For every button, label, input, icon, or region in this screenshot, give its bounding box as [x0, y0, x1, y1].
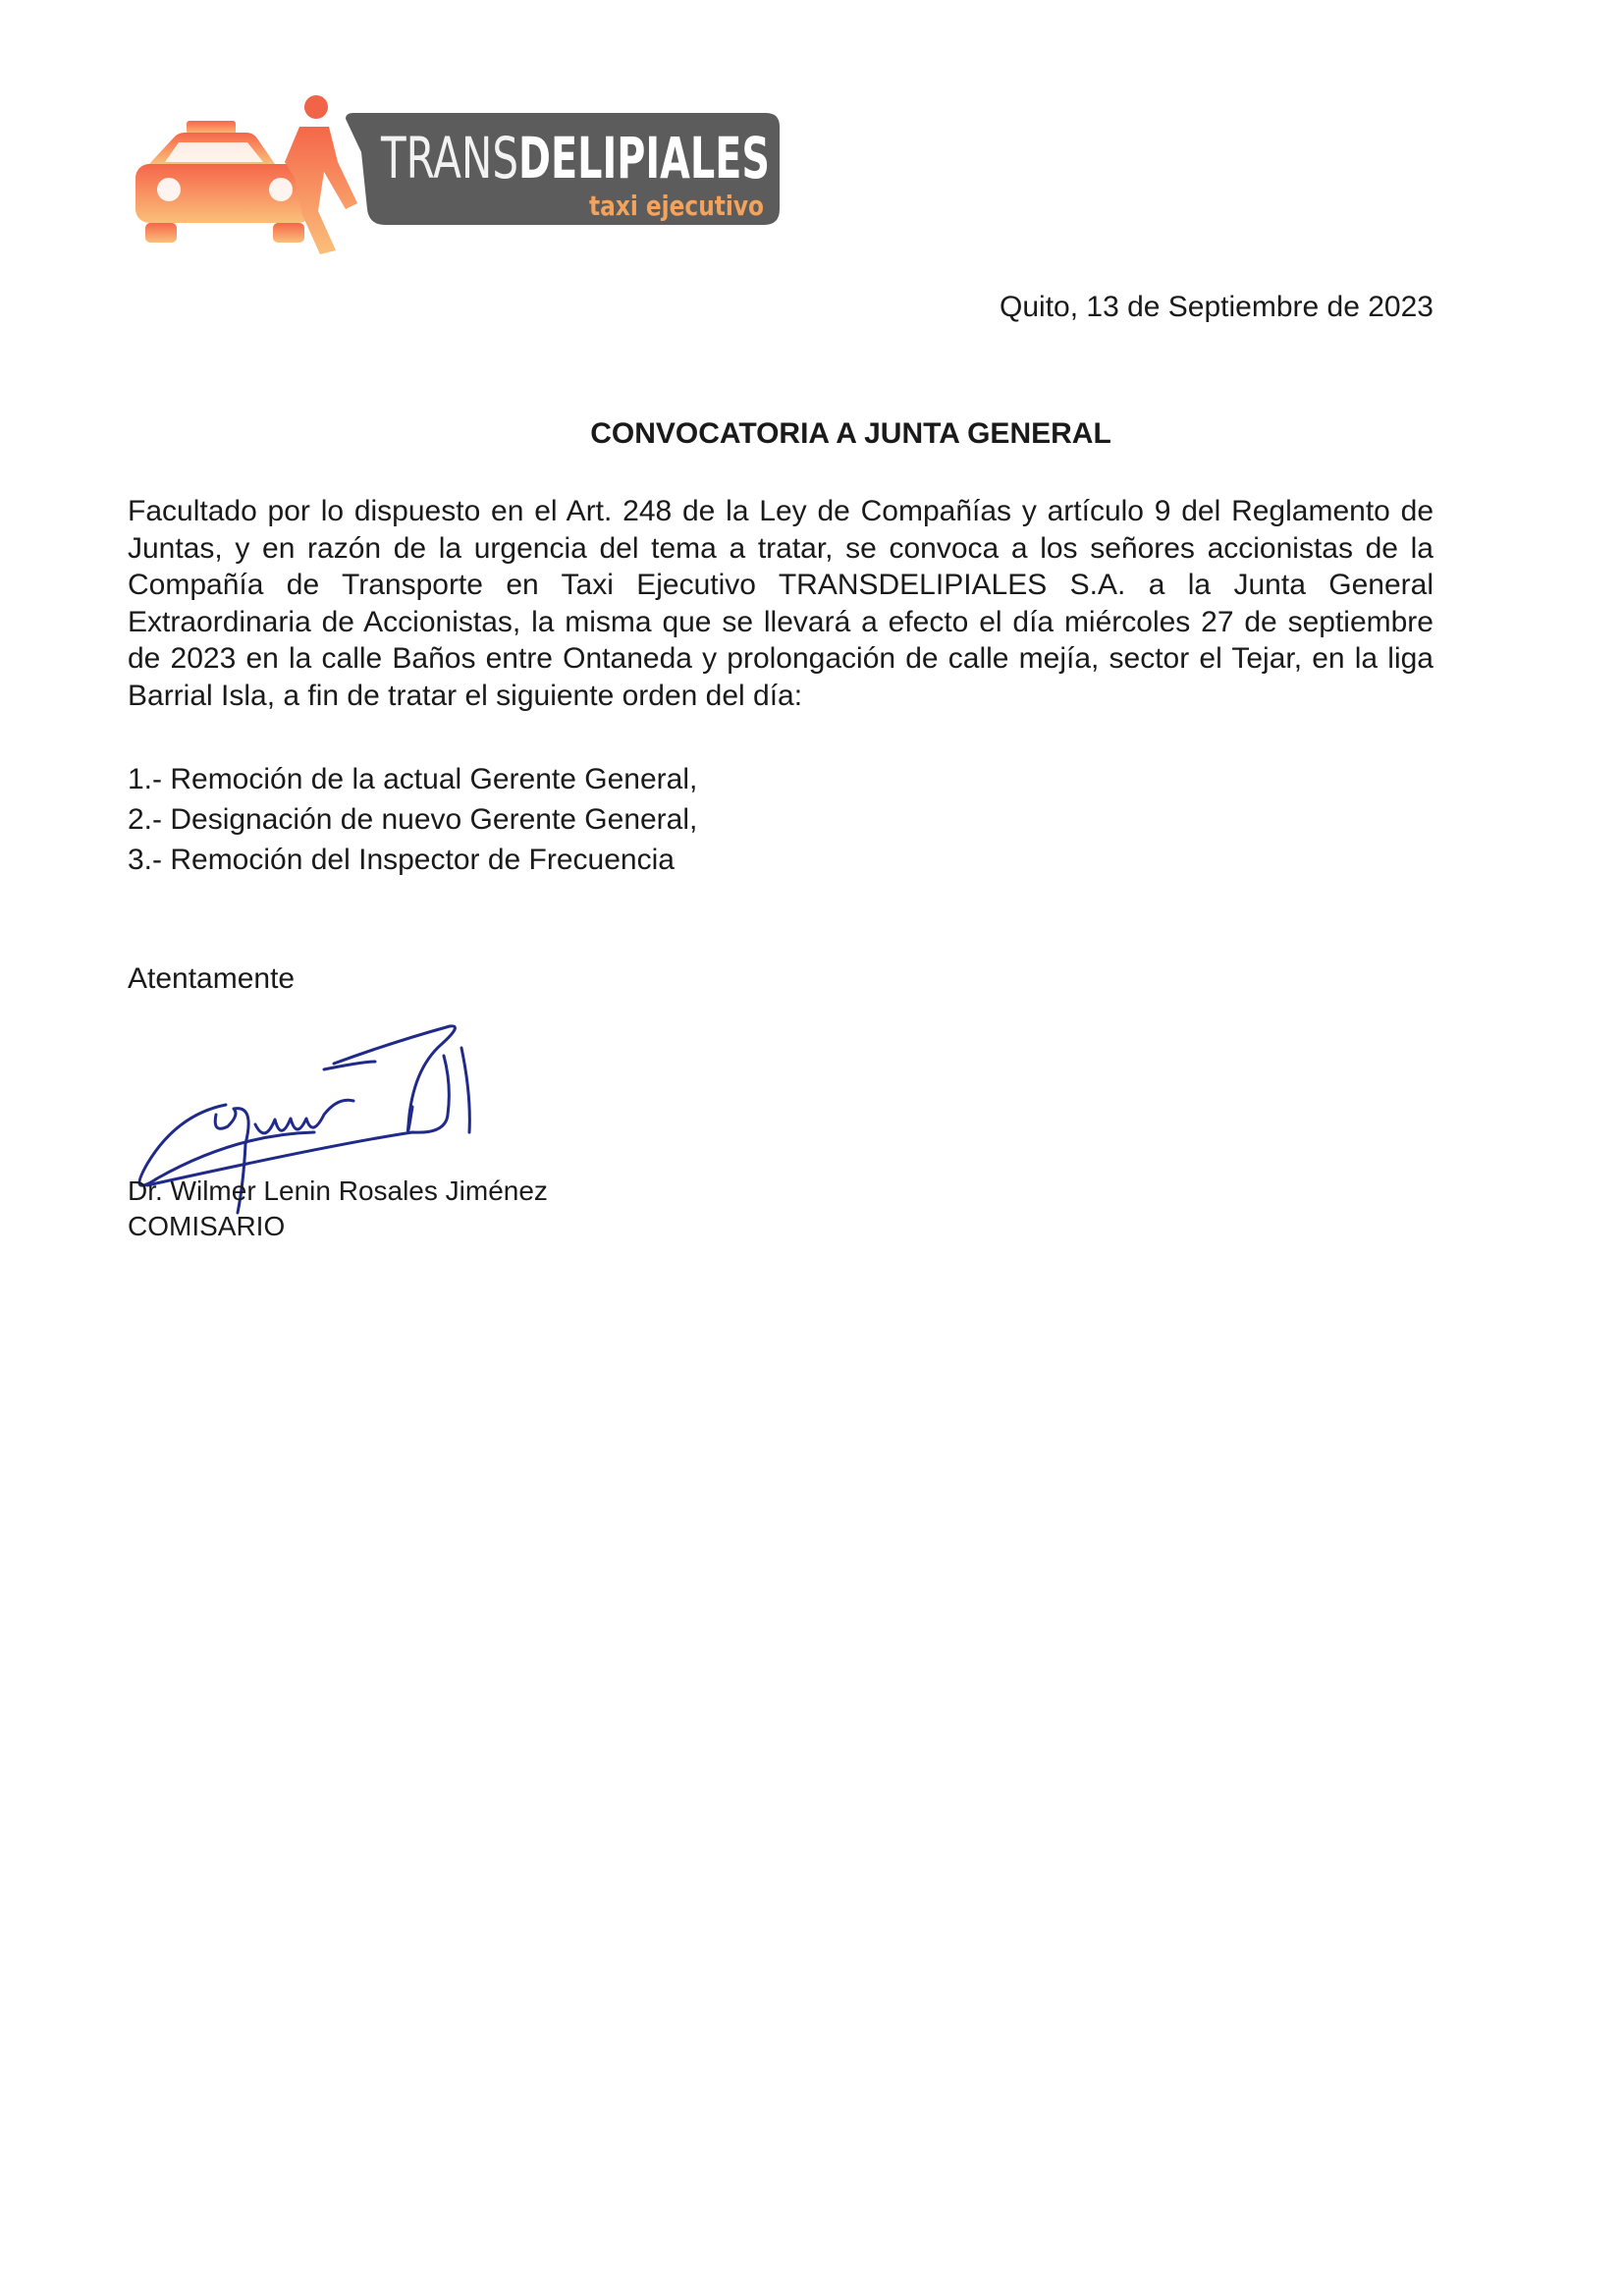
signer-role: COMISARIO: [128, 1211, 286, 1241]
agenda-list: [128, 759, 697, 880]
letter-date: Quito, 13 de Septiembre de 2023: [1000, 291, 1434, 323]
brand-tagline: taxi ejecutivo: [589, 190, 764, 222]
brand-text-trans: TRANS: [380, 125, 518, 191]
signer-block: [128, 1174, 548, 1244]
signer-name: Dr. Wilmer Lenin Rosales Jiménez: [128, 1175, 548, 1206]
taxi-car-icon: [135, 121, 312, 243]
letter-title: CONVOCATORIA A JUNTA GENERAL: [590, 417, 1111, 450]
brand-text-delipiales: DELIPIALES: [518, 125, 770, 191]
letter-body: Facultado por lo dispuesto en el Art. 248 de la Ley de Compañías y artículo 9 del Reglamento de Juntas, y en razón de la urgencia del tema a tratar, se convoca a los señores accionistas de la Compañía de Transporte en Taxi Ejecutivo TRANSDELIPIALES S.A. a la Junta General Extraordinaria de Accionistas, la misma que se llevará a efecto el día miércoles 27 de septiembre de 2023 en la calle Baños entre Ontaneda y prolongación de calle mejía, sector el Tejar, en la liga Barrial Isla, a fin de tratar el siguiente orden del día:: [128, 495, 1434, 712]
agenda-item: 3.- Remoción del Inspector de Frecuencia: [128, 844, 675, 876]
closing-salutation: Atentamente: [128, 962, 296, 995]
agenda-item: 2.- Designación de nuevo Gerente General,: [128, 803, 698, 836]
agenda-item: 1.- Remoción de la actual Gerente General,: [128, 763, 698, 795]
company-logo: [128, 93, 785, 260]
